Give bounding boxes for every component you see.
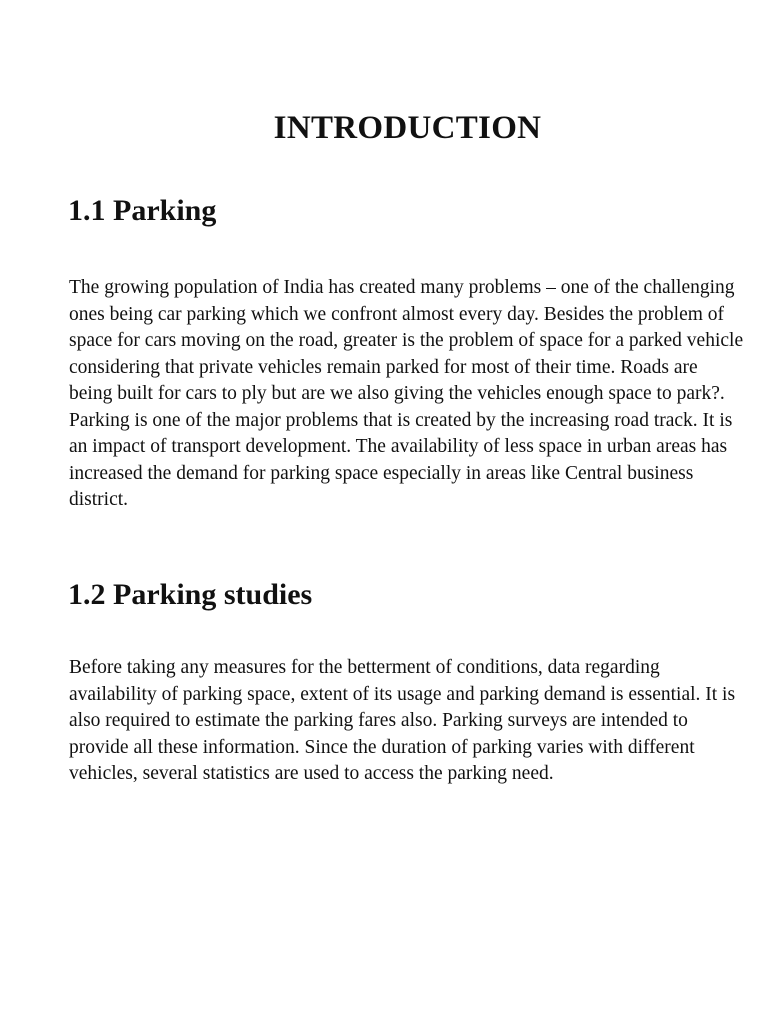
section-body-parking-studies: Before taking any measures for the betterment of conditions, data regarding availability of parking space, extent of its usage and parking demand is essential. It is also required to estimate the parking fares also. Parking surveys are intended to provide all these information. Since the duration of parking varies with different vehicles, several statistics are used to access the parking need. [69,657,736,784]
page-title: INTRODUCTION [273,110,542,146]
section-body-parking: The growing population of India has created many problems – one of the challenging ones being car parking which we confront almost every day. Besides the problem of space for cars moving on the road, greater is the problem of space for a parked vehicle considering that private vehicles remain parked for most of their time. Roads are being built for cars to ply but are we also giving the vehicles enough space to park?. Parking is one of the major problems that is created by the increasing road track. It is an impact of transport development. The availability of less space in urban areas has increased the demand for parking space especially in areas like Central business district. [69,277,744,510]
section-heading-parking-studies: 1.2 Parking studies [68,578,313,611]
section-heading-parking: 1.1 Parking [68,194,217,227]
